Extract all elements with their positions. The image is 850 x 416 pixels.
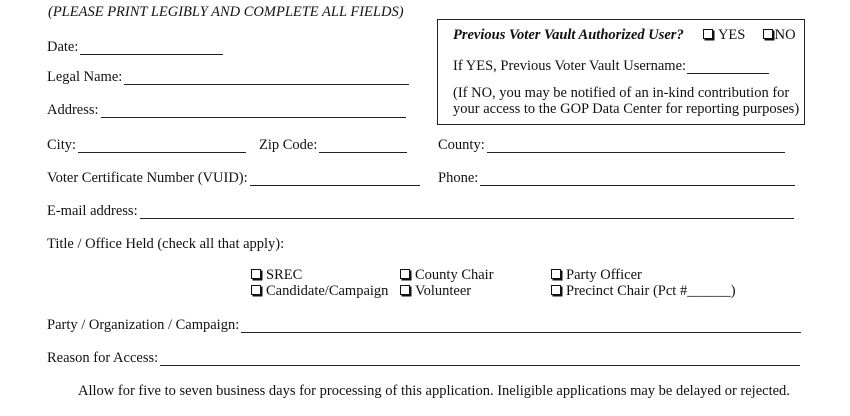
candidate-campaign-label: Candidate/Campaign: [266, 283, 389, 299]
yes-option[interactable]: [703, 27, 745, 43]
email-field[interactable]: [47, 204, 794, 219]
option-party-officer[interactable]: [551, 268, 642, 283]
processing-note: Allow for five to seven business days for processing of this application. Ineligible applications may be delayed or rejected.: [78, 383, 790, 399]
legal-name-input-line[interactable]: [124, 72, 409, 85]
vault-username-field[interactable]: [453, 59, 769, 74]
party-org-field[interactable]: [47, 318, 801, 333]
reason-field[interactable]: [47, 351, 800, 366]
no-option[interactable]: [763, 27, 796, 43]
legal-name-field[interactable]: [47, 70, 409, 85]
vault-username-label: If YES, Previous Voter Vault Username:: [453, 58, 687, 74]
volunteer-checkbox[interactable]: [400, 285, 410, 295]
option-county-chair[interactable]: [400, 268, 494, 283]
city-input-line[interactable]: [78, 140, 246, 153]
yes-checkbox[interactable]: [703, 29, 713, 39]
volunteer-label: Volunteer: [415, 283, 472, 299]
srec-label: SREC: [266, 267, 303, 283]
address-field[interactable]: [47, 103, 406, 118]
voter-vault-box: [437, 19, 805, 125]
option-srec[interactable]: [251, 268, 302, 283]
yes-label: YES: [717, 27, 746, 43]
date-input-line[interactable]: [80, 42, 223, 55]
date-label: Date:: [47, 39, 79, 55]
precinct-chair-checkbox[interactable]: [551, 285, 561, 295]
zip-code-field[interactable]: [259, 138, 407, 153]
party-org-label: Party / Organization / Campaign:: [47, 317, 240, 333]
email-input-line[interactable]: [140, 206, 794, 219]
vault-question: Previous Voter Vault Authorized User?: [453, 27, 684, 43]
srec-checkbox[interactable]: [251, 269, 261, 279]
vuid-field[interactable]: [47, 171, 420, 186]
county-chair-checkbox[interactable]: [400, 269, 410, 279]
title-office-label: Title / Office Held (check all that apply):: [47, 236, 285, 252]
county-input-line[interactable]: [487, 140, 785, 153]
option-volunteer[interactable]: [400, 284, 471, 299]
candidate-campaign-checkbox[interactable]: [251, 285, 261, 295]
form-instruction: (PLEASE PRINT LEGIBLY AND COMPLETE ALL FIELDS): [48, 4, 404, 20]
option-precinct-chair[interactable]: [551, 284, 736, 299]
vuid-input-line[interactable]: [250, 173, 420, 186]
city-field[interactable]: [47, 138, 246, 153]
zip-code-input-line[interactable]: [319, 140, 407, 153]
reason-label: Reason for Access:: [47, 350, 159, 366]
phone-label: Phone:: [438, 170, 479, 186]
party-officer-checkbox[interactable]: [551, 269, 561, 279]
vault-username-input-line[interactable]: [687, 61, 769, 74]
precinct-chair-label: Precinct Chair (Pct #______): [566, 283, 736, 299]
vuid-label: Voter Certificate Number (VUID):: [47, 170, 248, 186]
party-officer-label: Party Officer: [566, 267, 642, 283]
option-candidate-campaign[interactable]: [251, 284, 388, 299]
county-chair-label: County Chair: [415, 267, 494, 283]
no-checkbox[interactable]: [763, 29, 773, 39]
reason-input-line[interactable]: [160, 353, 800, 366]
if-no-note-line1: (If NO, you may be notified of an in-kind contribution for: [453, 85, 790, 101]
county-label: County:: [438, 137, 485, 153]
if-no-note-line2: your access to the GOP Data Center for reporting purposes): [453, 101, 800, 117]
address-label: Address:: [47, 102, 99, 118]
party-org-input-line[interactable]: [241, 320, 801, 333]
no-label: NO: [774, 27, 796, 43]
city-label: City:: [47, 137, 77, 153]
date-field[interactable]: [47, 40, 223, 55]
phone-field[interactable]: [438, 171, 795, 186]
zip-code-label: Zip Code:: [259, 137, 318, 153]
address-input-line[interactable]: [101, 105, 406, 118]
county-field[interactable]: [438, 138, 785, 153]
vault-question-row: [453, 28, 796, 43]
phone-input-line[interactable]: [480, 173, 795, 186]
email-label: E-mail address:: [47, 203, 138, 219]
legal-name-label: Legal Name:: [47, 69, 123, 85]
